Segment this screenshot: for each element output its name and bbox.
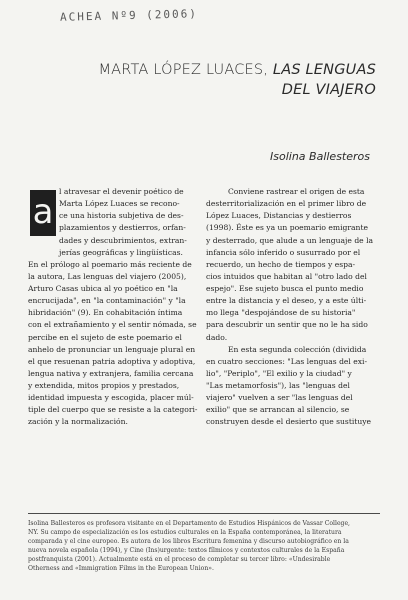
title-author: MARTA LÓPEZ LUACES,: [98, 62, 269, 78]
author-footnote: [28, 519, 380, 573]
body-line: encrucijada", en "la contaminación" y "la: [28, 296, 186, 306]
footnote-line: Otherness and «Immigration Films in the European Union».: [28, 565, 214, 572]
body-line: En el prólogo al poemario más reciente de: [28, 259, 192, 269]
reviewer-name: Isolina Ballesteros: [270, 150, 370, 163]
body-line: en cuatro secciones: "Las lenguas del exi-: [206, 356, 368, 366]
body-line: con el extrañamiento y el sentir nómada, se: [28, 320, 197, 330]
body-line: Conviene rastrear el origen de esta: [228, 187, 365, 196]
body-line: para descubrir un sentir que no le ha sido: [206, 320, 368, 330]
footnote-divider: [28, 513, 380, 514]
body-line: lengua nativa y extranjera, familia cercana: [28, 368, 194, 378]
body-line: hibridación" (9). En cohabitación íntima: [28, 308, 183, 318]
body-line: construyen desde el desierto que sustituye: [206, 417, 372, 427]
body-line: lio", "Periplo", "El exilio y la ciudad" y: [206, 368, 352, 378]
body-line: ce una historia subjetiva de des-: [59, 211, 184, 221]
footnote-line: comparada y el cine europeo. Es autora de los libros Escritura femenina y discurso autobiográfico en la: [28, 538, 349, 545]
body-line: López Luaces, Distancias y destierros: [206, 211, 352, 221]
footnote-line: nueva novela española (1994), y Cine (Ins)urgente: textos fílmicos y contextos culturales de la España: [28, 547, 345, 554]
article-title-line-1: [40, 60, 376, 80]
article-title-line-2: DEL VIAJERO: [281, 82, 376, 98]
body-line: mo llega "despojándose de su historia": [206, 308, 356, 318]
body-line: Arturo Casas ubica al yo poético en "la: [28, 284, 178, 293]
body-line: la autora, Las lenguas del viajero (2005),: [28, 271, 187, 281]
footnote-line: NY. Su campo de especialización es los estudios culturales en la España contemporánea, la literatura: [28, 529, 342, 536]
title-italic-part: LAS LENGUAS: [272, 62, 376, 78]
body-line: identidad impuesta y escogida, placer múl-: [28, 393, 194, 403]
body-line: el que resuenan patria adoptiva y adoptiva,: [28, 356, 196, 366]
body-line: l atravesar el devenir poético de: [59, 187, 184, 196]
body-line: "Las metamorfosis"), las "lenguas del: [206, 381, 350, 390]
body-line: jerías geográficas y lingüísticas.: [59, 247, 183, 257]
body-line: zación y la normalización.: [28, 417, 128, 427]
body-line: Marta López Luaces se recono-: [59, 199, 180, 209]
body-line: tiple del cuerpo que se resiste a la categori-: [28, 405, 198, 415]
body-line: dado.: [206, 332, 228, 342]
body-line: espejo". Ese sujeto busca el punto medio: [206, 284, 364, 293]
left-column: [28, 186, 201, 429]
drop-cap: a: [30, 190, 56, 236]
body-line: infancia sólo inferido o susurrado por el: [206, 247, 361, 257]
body-line: viajero" vuelven a ser "las lenguas del: [206, 393, 353, 403]
body-line: y desterrado, que alude a un lenguaje de la: [206, 235, 374, 245]
body-line: dades y descubrimientos, extran-: [59, 235, 187, 245]
right-column: [206, 186, 379, 429]
body-line: desterritorialización en el primer libro de: [206, 199, 367, 209]
body-line: plazamientos y destierros, orfan-: [59, 223, 186, 233]
body-line: entre la distancia y el deseo, y a este últi-: [206, 296, 367, 306]
body-line: (1998). Éste es ya un poemario emigrante: [206, 223, 368, 233]
body-line: cios intuidos que habitan al "otro lado del: [206, 271, 367, 281]
handwritten-note: ACHEA Nº9 (2006): [59, 7, 199, 24]
body-line: recuerdo, un hecho de tiempos y espa-: [206, 259, 356, 269]
body-line: exilio" que se arrancan al silencio, se: [206, 405, 350, 415]
footnote-line: Isolina Ballesteros es profesora visitante en el Departamento de Estudios Hispánicos de Vassar College,: [28, 520, 350, 527]
body-line: percibe en el sujeto de este poemario el: [28, 332, 182, 342]
footnote-line: postfranquista (2001). Actualmente está en el proceso de completar su tercer libro: «Undesirable: [28, 556, 331, 563]
body-line: anhelo de pronunciar un lenguaje plural en: [28, 344, 196, 354]
body-line: y extendida, mitos propios y prestados,: [28, 381, 180, 390]
body-line: En esta segunda colección (dividida: [228, 344, 367, 354]
